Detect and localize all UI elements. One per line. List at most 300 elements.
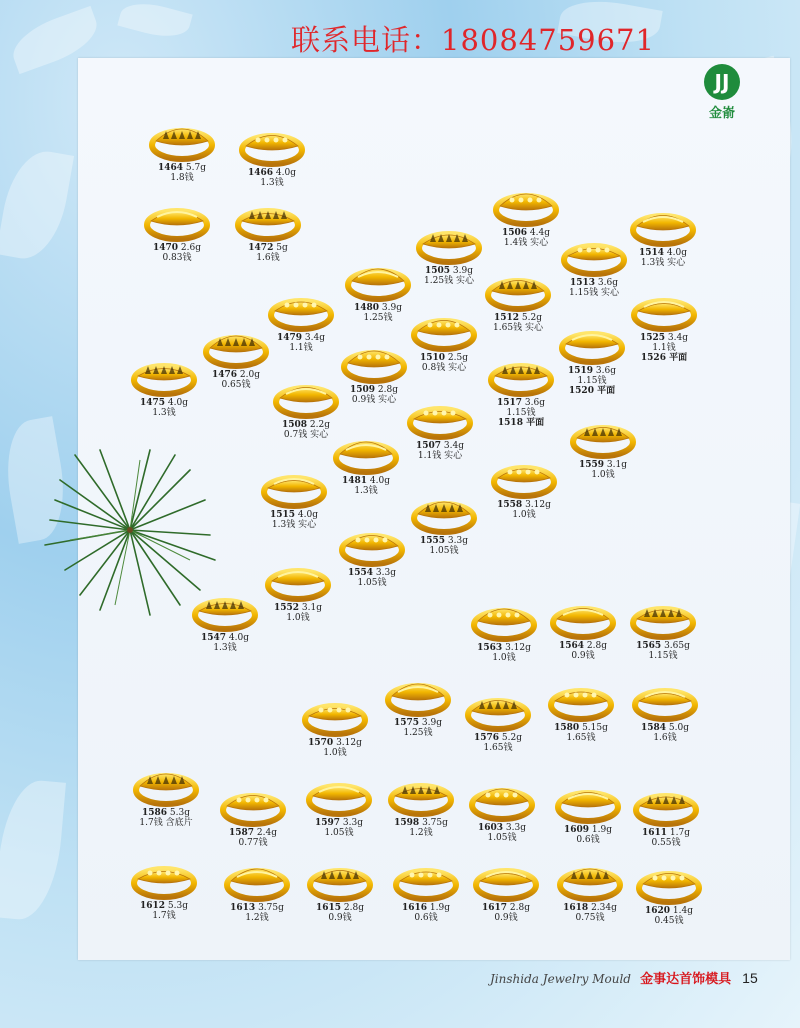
ring-caption (633, 906, 705, 916)
ring-qian: 0.9钱 (328, 913, 352, 923)
ring-item (490, 180, 562, 248)
ring-weight: 4.0g (369, 476, 390, 486)
ring-image (387, 770, 455, 818)
ring-caption (470, 903, 542, 913)
ring-caption (382, 718, 454, 728)
ring-item (385, 770, 457, 838)
ring-weight: 1.7g (669, 828, 690, 838)
ring-caption (128, 398, 200, 408)
ring-image (234, 195, 302, 243)
ring-item (488, 452, 560, 520)
ring-item (482, 265, 554, 333)
ring-image (490, 452, 558, 500)
ring-item (466, 775, 538, 843)
ring-code: 1554 (347, 568, 374, 578)
ring-qian: 1.15钱 (648, 651, 678, 661)
ring-caption (338, 385, 410, 395)
ring-qian: 0.9钱 实心 (351, 395, 397, 405)
ring-caption (466, 823, 538, 833)
ring-qian: 1.3钱 实心 (271, 520, 317, 530)
ring-qian: 1.1钱 实心 (417, 451, 463, 461)
ring-image (569, 412, 637, 460)
ring-weight: 3.4g (443, 441, 464, 451)
ring-code: 1613 (230, 903, 256, 913)
ring-weight: 2.4g (256, 828, 277, 838)
ring-caption (390, 903, 462, 913)
ring-image (132, 760, 200, 808)
ring-image (629, 593, 697, 641)
ring-image (547, 675, 615, 723)
ring-caption (336, 568, 408, 578)
ring-weight: 3.3g (447, 536, 468, 546)
ring-caption (330, 476, 402, 486)
ring-qian: 1.25钱 (403, 728, 433, 738)
ring-image (470, 595, 538, 643)
ring-weight: 2.8g (343, 903, 364, 913)
ring-item (556, 318, 628, 396)
ring-caption (189, 633, 261, 643)
ring-qian: 0.9钱 (571, 651, 595, 661)
ring-code: 1555 (419, 536, 446, 546)
ring-code: 1508 (281, 420, 308, 430)
ring-image (338, 520, 406, 568)
ring-weight: 3.6g (597, 278, 618, 288)
ring-item (221, 855, 293, 923)
ring-caption (217, 828, 289, 838)
ring-caption (221, 903, 293, 913)
ring-qian: 1.7钱 含底片 (139, 818, 193, 828)
ring-weight: 5.3g (167, 901, 188, 911)
ring-qian: 1.0钱 (323, 748, 347, 758)
ring-image (635, 858, 703, 906)
ring-weight: 3.9g (452, 266, 473, 276)
ring-code: 1609 (563, 825, 590, 835)
ring-qian: 0.7钱 实心 (283, 430, 329, 440)
ring-weight: 4.4g (529, 228, 550, 238)
ring-item (567, 412, 639, 480)
ring-qian: 1.3钱 实心 (640, 258, 686, 268)
ring-item (627, 593, 699, 661)
ring-caption (141, 243, 213, 253)
ring-item (382, 670, 454, 738)
ring-caption (299, 738, 371, 748)
ring-weight: 2.5g (447, 353, 468, 363)
ring-qian: 0.65钱 (221, 380, 251, 390)
ring-image (130, 350, 198, 398)
ring-code: 1615 (315, 903, 342, 913)
ring-code: 1575 (393, 718, 420, 728)
ring-code: 1507 (415, 441, 442, 451)
ring-item (468, 595, 540, 663)
ring-code: 1559 (578, 460, 605, 470)
ring-image (415, 218, 483, 266)
ring-weight: 3.1g (301, 603, 322, 613)
ring-qian: 1.7钱 (152, 911, 176, 921)
ring-item (265, 285, 337, 353)
ring-weight: 1.4g (672, 906, 693, 916)
ring-image (468, 775, 536, 823)
ring-weight: 3.65g (664, 641, 690, 651)
ring-image (305, 770, 373, 818)
ring-caption (128, 901, 200, 911)
ring-weight: 5.2g (521, 313, 542, 323)
brand-name-cn: 金事达首饰模具 (640, 972, 732, 987)
ring-weight: 5.2g (501, 733, 522, 743)
ring-image (392, 855, 460, 903)
ring-image (632, 780, 700, 828)
ring-item (404, 393, 476, 461)
ring-qian: 1.3钱 (213, 643, 237, 653)
ring-weight: 2.0g (239, 370, 260, 380)
ring-item (299, 690, 371, 758)
ring-weight: 1.9g (591, 825, 612, 835)
ring-caption (547, 641, 619, 651)
ring-image (410, 488, 478, 536)
ring-caption (552, 825, 624, 835)
logo-mark: JJ (704, 64, 740, 100)
ring-image (306, 855, 374, 903)
ring-weight: 5.0g (668, 723, 689, 733)
ring-qian: 1.6钱 (653, 733, 677, 743)
ring-item (338, 337, 410, 405)
ring-image (484, 265, 552, 313)
brand-logo (700, 64, 744, 121)
logo-text: 金嵛 (708, 106, 735, 121)
ring-code: 1472 (248, 243, 274, 253)
ring-code: 1586 (141, 808, 168, 818)
ring-image (554, 777, 622, 825)
ring-weight: 4.0g (297, 510, 318, 520)
ring-item (554, 855, 626, 923)
ring-image (384, 670, 452, 718)
ring-qian: 1.0钱 (591, 470, 615, 480)
ring-code: 1570 (308, 738, 334, 748)
ring-code: 1525 (639, 333, 666, 343)
ring-code: 1480 (353, 303, 380, 313)
ring-weight: 4.0g (167, 398, 188, 408)
ring-weight: 4.0g (275, 168, 296, 178)
ring-qian: 0.75钱 (575, 913, 605, 923)
ring-code: 1603 (477, 823, 504, 833)
ring-item (128, 853, 200, 921)
ring-item (262, 555, 334, 623)
ring-caption (303, 818, 375, 828)
ring-code: 1580 (554, 723, 580, 733)
ring-item (408, 305, 480, 373)
ring-item (552, 777, 624, 845)
ring-caption (408, 353, 480, 363)
ring-qian: 0.6钱 (576, 835, 600, 845)
ring-image (492, 180, 560, 228)
ring-weight: 3.3g (342, 818, 363, 828)
ring-qian: 1.05钱 (324, 828, 354, 838)
ring-qian: 0.9钱 (494, 913, 518, 923)
ring-image (332, 428, 400, 476)
ring-weight: 3.3g (375, 568, 396, 578)
ring-image (487, 350, 555, 398)
ring-item (633, 858, 705, 926)
ring-weight: 4.0g (228, 633, 249, 643)
ring-code: 1620 (644, 906, 671, 916)
ring-caption (630, 828, 702, 838)
ring-caption (558, 278, 630, 288)
ring-image (344, 255, 412, 303)
brand-name-en: Jinshida Jewelry Mould (490, 972, 631, 986)
ring-caption (627, 641, 699, 651)
ring-image (406, 393, 474, 441)
ring-code: 1476 (211, 370, 238, 380)
ring-caption (258, 510, 330, 520)
ring-item (627, 200, 699, 268)
ring-caption (265, 333, 337, 343)
ring-caption (554, 903, 626, 913)
ring-weight: 3.4g (304, 333, 325, 343)
ring-code: 1515 (269, 510, 296, 520)
ring-code: 1481 (341, 476, 368, 486)
ring-code: 1513 (569, 278, 596, 288)
page-number: 15 (742, 970, 758, 986)
ring-caption (385, 818, 457, 828)
ring-item (630, 780, 702, 848)
ring-item (628, 285, 700, 363)
ring-item (217, 780, 289, 848)
ring-weight: 3.12g (525, 500, 551, 510)
ring-qian: 1.2钱 (409, 828, 433, 838)
ring-qian: 1.6钱 (256, 253, 280, 263)
ring-image (556, 855, 624, 903)
ring-caption (262, 603, 334, 613)
ring-image (260, 462, 328, 510)
ring-qian: 1.0钱 (512, 510, 536, 520)
ring-code: 1466 (247, 168, 274, 178)
ring-weight: 2.8g (377, 385, 398, 395)
ring-item (342, 255, 414, 323)
ring-item (390, 855, 462, 923)
ring-qian: 0.6钱 (414, 913, 438, 923)
ring-code: 1505 (424, 266, 451, 276)
ring-code: 1618 (563, 903, 589, 913)
ring-qian: 1.1钱 (289, 343, 313, 353)
ring-code: 1464 (157, 163, 184, 173)
ring-qian: 1.05钱 (487, 833, 517, 843)
ring-item (470, 855, 542, 923)
ring-image (558, 318, 626, 366)
ring-item (200, 322, 272, 390)
ring-weight: 1.9g (429, 903, 450, 913)
ring-image (238, 120, 306, 168)
ring-weight: 3.3g (505, 823, 526, 833)
ring-code: 1612 (139, 901, 166, 911)
ring-item (330, 428, 402, 496)
ring-caption (468, 643, 540, 653)
ring-caption (485, 398, 557, 408)
ring-weight: 3.1g (606, 460, 627, 470)
ring-code: 1563 (477, 643, 503, 653)
ring-qian: 1.65钱 (483, 743, 513, 753)
ring-caption (628, 333, 700, 343)
ring-weight: 2.34g (591, 903, 617, 913)
ring-qian: 1.05钱 (429, 546, 459, 556)
ring-image (202, 322, 270, 370)
ring-qian: 1.2钱 (245, 913, 269, 923)
ring-qian: 1.05钱 (357, 578, 387, 588)
ring-item (303, 770, 375, 838)
ring-image (629, 200, 697, 248)
ring-caption (342, 303, 414, 313)
ring-image (272, 372, 340, 420)
ring-weight: 2.2g (309, 420, 330, 430)
ring-variant-note: 1520 平面 (568, 386, 616, 396)
ring-item (258, 462, 330, 530)
ring-weight: 3.9g (381, 303, 402, 313)
ring-item (128, 350, 200, 418)
ring-qian: 1.3钱 (260, 178, 284, 188)
ring-weight: 5.15g (582, 723, 608, 733)
ring-variant-note: 1526 平面 (640, 353, 688, 363)
ring-qian: 1.0钱 (492, 653, 516, 663)
ring-qian: 1.3钱 (152, 408, 176, 418)
ring-code: 1584 (640, 723, 667, 733)
ring-code: 1506 (501, 228, 528, 238)
ring-caption (130, 808, 202, 818)
ring-qian: 1.15钱 (577, 376, 607, 386)
ring-qian: 1.25钱 (363, 313, 393, 323)
ring-item (130, 760, 202, 828)
ring-image (148, 115, 216, 163)
ring-item (141, 195, 213, 263)
ring-weight: 3.4g (667, 333, 688, 343)
ring-image (219, 780, 287, 828)
ring-weight: 3.12g (505, 643, 531, 653)
ring-qian: 1.25钱 实心 (424, 276, 474, 286)
ring-qian: 0.8钱 实心 (421, 363, 467, 373)
ring-code: 1558 (497, 500, 523, 510)
ring-image (630, 285, 698, 333)
ring-weight: 3.9g (421, 718, 442, 728)
ring-caption (408, 536, 480, 546)
ring-weight: 3.12g (336, 738, 362, 748)
ring-qian: 0.77钱 (238, 838, 268, 848)
ring-qian: 1.0钱 (286, 613, 310, 623)
ring-weight: 5.3g (169, 808, 190, 818)
ring-image (472, 855, 540, 903)
ring-item (336, 520, 408, 588)
ring-image (549, 593, 617, 641)
ring-image (267, 285, 335, 333)
ring-code: 1470 (152, 243, 179, 253)
ring-image (631, 675, 699, 723)
ring-caption (236, 168, 308, 178)
ring-item (304, 855, 376, 923)
ring-item (462, 685, 534, 753)
footer-brand (490, 968, 758, 987)
ring-image (560, 230, 628, 278)
ring-caption (232, 243, 304, 253)
ring-item (236, 120, 308, 188)
ring-image (191, 585, 259, 633)
ring-caption (200, 370, 272, 380)
ring-code: 1475 (139, 398, 166, 408)
ring-image (464, 685, 532, 733)
ring-weight: 3.6g (595, 366, 616, 376)
ring-qian: 1.65钱 实心 (493, 323, 543, 333)
ring-caption (490, 228, 562, 238)
ring-caption (567, 460, 639, 470)
ring-code: 1552 (273, 603, 300, 613)
ring-code: 1576 (473, 733, 500, 743)
ring-weight: 5.7g (185, 163, 206, 173)
ring-image (264, 555, 332, 603)
ring-item (189, 585, 261, 653)
ring-qian: 1.1钱 (652, 343, 676, 353)
ring-weight: 2.6g (180, 243, 201, 253)
ring-qian: 1.65钱 (566, 733, 596, 743)
ring-item (413, 218, 485, 286)
ring-qian: 1.3钱 (354, 486, 378, 496)
ring-caption (462, 733, 534, 743)
ring-qian: 0.55钱 (651, 838, 681, 848)
ring-item (629, 675, 701, 743)
ring-caption (146, 163, 218, 173)
ring-code: 1616 (401, 903, 428, 913)
ring-caption (404, 441, 476, 451)
ring-variant-note: 1518 平面 (497, 418, 545, 428)
ring-code: 1517 (496, 398, 523, 408)
ring-caption (488, 500, 560, 510)
ring-item (146, 115, 218, 183)
ring-code: 1611 (641, 828, 668, 838)
ring-item (408, 488, 480, 556)
ring-image (301, 690, 369, 738)
ring-caption (304, 903, 376, 913)
ring-code: 1598 (394, 818, 420, 828)
ring-item (232, 195, 304, 263)
ring-qian: 1.4钱 实心 (503, 238, 549, 248)
ring-code: 1510 (419, 353, 446, 363)
ring-weight: 3.75g (422, 818, 448, 828)
ring-code: 1514 (638, 248, 665, 258)
ring-weight: 3.75g (258, 903, 284, 913)
ring-weight: 2.8g (586, 641, 607, 651)
ring-code: 1479 (276, 333, 303, 343)
ring-caption (556, 366, 628, 376)
ring-qian: 0.45钱 (654, 916, 684, 926)
ring-weight: 5g (276, 243, 288, 253)
ring-code: 1547 (200, 633, 227, 643)
ring-weight: 3.6g (524, 398, 545, 408)
ring-qian: 1.15钱 (506, 408, 536, 418)
ring-code: 1565 (636, 641, 662, 651)
ring-caption (482, 313, 554, 323)
ring-code: 1519 (567, 366, 594, 376)
ring-image (223, 855, 291, 903)
ring-item (545, 675, 617, 743)
ring-image (340, 337, 408, 385)
ring-image (130, 853, 198, 901)
ring-qian: 0.83钱 (162, 253, 192, 263)
ring-caption (627, 248, 699, 258)
ring-item (485, 350, 557, 428)
ring-weight: 4.0g (666, 248, 687, 258)
ring-code: 1512 (493, 313, 520, 323)
ring-qian: 1.15钱 实心 (569, 288, 619, 298)
ring-caption (413, 266, 485, 276)
ring-weight: 2.8g (509, 903, 530, 913)
ring-code: 1587 (228, 828, 255, 838)
ring-qian: 1.8钱 (170, 173, 194, 183)
ring-item (558, 230, 630, 298)
ring-code: 1564 (558, 641, 585, 651)
